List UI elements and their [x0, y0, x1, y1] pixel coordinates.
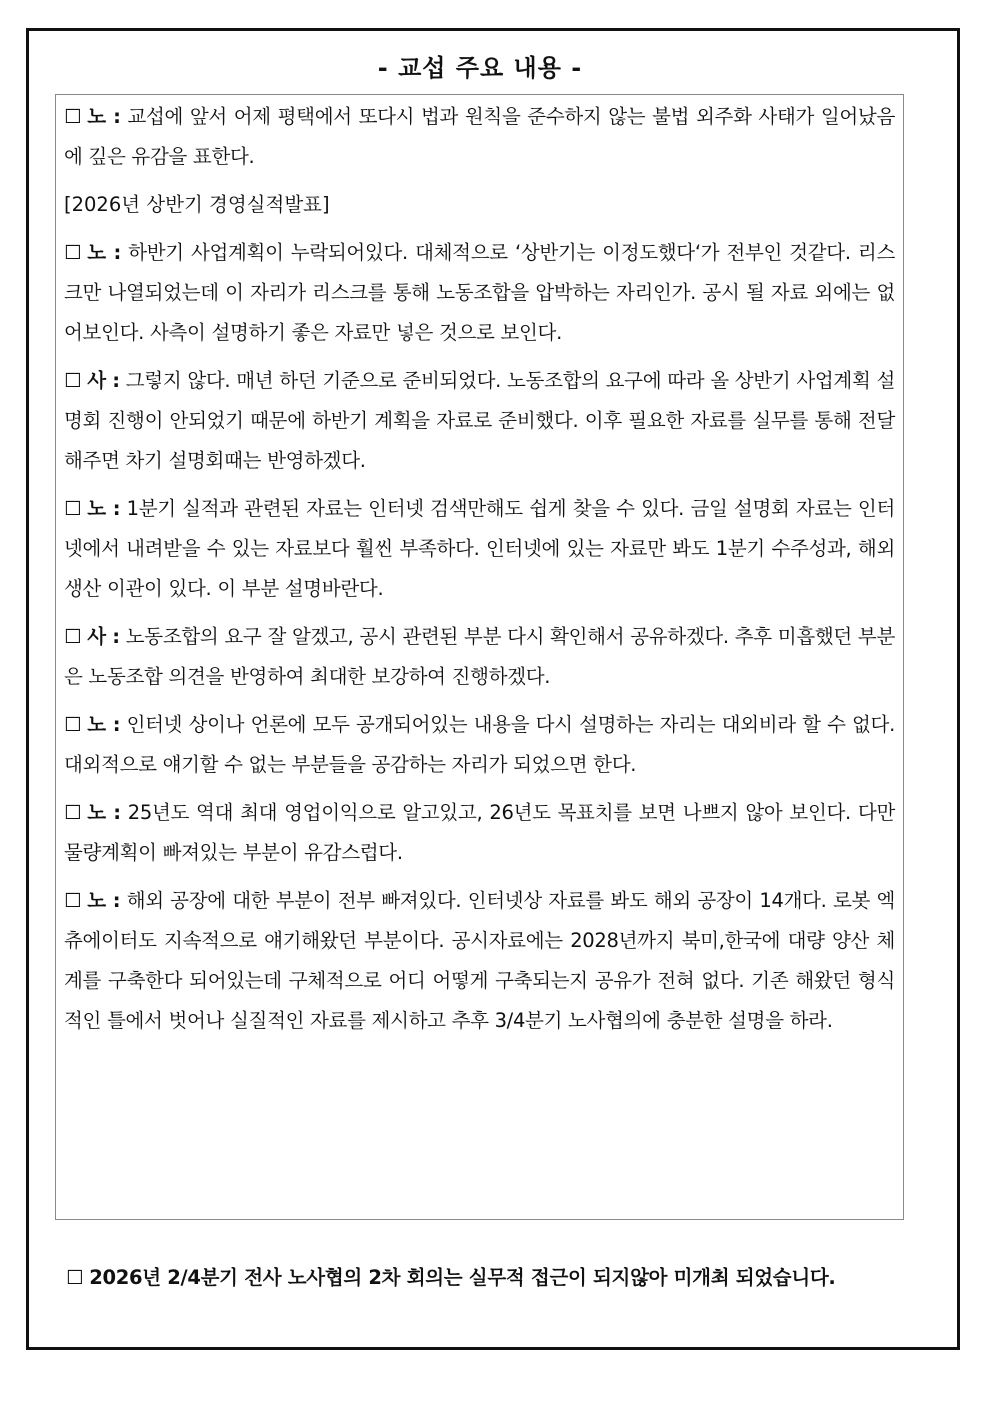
page-title: - 교섭 주요 내용 - [377, 54, 583, 82]
statement-text: 해외 공장에 대한 부분이 전부 빠져있다. 인터넷상 자료를 봐도 해외 공장이 14개다. 로봇 엑츄에이터도 지속적으로 얘기해왔던 부분이다. 공시자료에는 2028년까지 북미,한국에 대량 양산 체계를 구축한다 되어있는데 구체적으로 어디 어떻게 구축되는지 공유가 전혀 없다. 기존 해왔던 형식적인 틀에서 벗어나 실질적인 자료를 제시하고 추후 3/4분기 노사협의에 충분한 설명을 하라. [64, 889, 895, 1032]
checkbox-icon: ☐ [64, 497, 82, 520]
statement-text: 하반기 사업계획이 누락되어있다. 대체적으로 ‘상반기는 이정도했다‘가 전부인 것같다. 리스크만 나열되었는데 이 자리가 리스크를 통해 노동조합을 압박하는 자리인가. 공시 될 자료 외에는 없어보인다. 사측이 설명하기 좋은 자료만 넣은 것으로 보인다. [64, 241, 895, 344]
statement-2 [64, 361, 895, 481]
checkbox-icon: ☐ [64, 105, 82, 128]
speaker-label: 노 : [87, 241, 121, 264]
speaker-label: 노 : [87, 801, 121, 824]
statement-3 [64, 489, 895, 609]
statement-6 [64, 793, 895, 873]
checkbox-icon: ☐ [66, 1266, 84, 1289]
speaker-label: 사 : [87, 625, 120, 648]
checkbox-icon: ☐ [64, 369, 82, 392]
statement-text: 그렇지 않다. 매년 하던 기준으로 준비되었다. 노동조합의 요구에 따라 올 상반기 사업계획 설명회 진행이 안되었기 때문에 하반기 계획을 자료로 준비했다. 이후 필요한 자료를 실무를 통해 전달해주면 차기 설명회때는 반영하겠다. [64, 369, 895, 472]
footer-note-text: 2026년 2/4분기 전사 노사협의 2차 회의는 실무적 접근이 되지않아 미개최 되었습니다. [89, 1266, 836, 1289]
speaker-label: 사 : [87, 369, 120, 392]
minutes-content-box [55, 94, 904, 1220]
speaker-label: 노 : [87, 889, 121, 912]
statement-5 [64, 705, 895, 785]
speaker-label: 노 : [87, 497, 121, 520]
checkbox-icon: ☐ [64, 889, 82, 912]
statement-text: 교섭에 앞서 어제 평택에서 또다시 법과 원칙을 준수하지 않는 불법 외주화 사태가 일어났음에 깊은 유감을 표한다. [64, 105, 895, 168]
statement-7 [64, 881, 895, 1041]
section-heading: [2026년 상반기 경영실적발표] [64, 193, 330, 216]
footer-note [66, 1262, 906, 1294]
statement-1 [64, 233, 895, 353]
statement-text: 1분기 실적과 관련된 자료는 인터넷 검색만해도 쉽게 찾을 수 있다. 금일 설명회 자료는 인터넷에서 내려받을 수 있는 자료보다 훨씬 부족하다. 인터넷에 있는 자료만 봐도 1분기 수주성과, 해외 생산 이관이 있다. 이 부분 설명바란다. [64, 497, 895, 600]
checkbox-icon: ☐ [64, 713, 82, 736]
speaker-label: 노 : [87, 713, 121, 736]
statement-text: 25년도 역대 최대 영업이익으로 알고있고, 26년도 목표치를 보면 나쁘지 않아 보인다. 다만 물량계획이 빠져있는 부분이 유감스럽다. [64, 801, 895, 864]
speaker-label: 노 : [87, 105, 121, 128]
statement-4 [64, 617, 895, 697]
checkbox-icon: ☐ [64, 241, 82, 264]
checkbox-icon: ☐ [64, 625, 82, 648]
statement-intro [64, 97, 895, 177]
checkbox-icon: ☐ [64, 801, 82, 824]
statement-text: 인터넷 상이나 언론에 모두 공개되어있는 내용을 다시 설명하는 자리는 대외비라 할 수 없다. 대외적으로 얘기할 수 없는 부분들을 공감하는 자리가 되었으면 한다. [64, 713, 895, 776]
statement-text: 노동조합의 요구 잘 알겠고, 공시 관련된 부분 다시 확인해서 공유하겠다. 추후 미흡했던 부분은 노동조합 의견을 반영하여 최대한 보강하여 진행하겠다. [64, 625, 895, 688]
